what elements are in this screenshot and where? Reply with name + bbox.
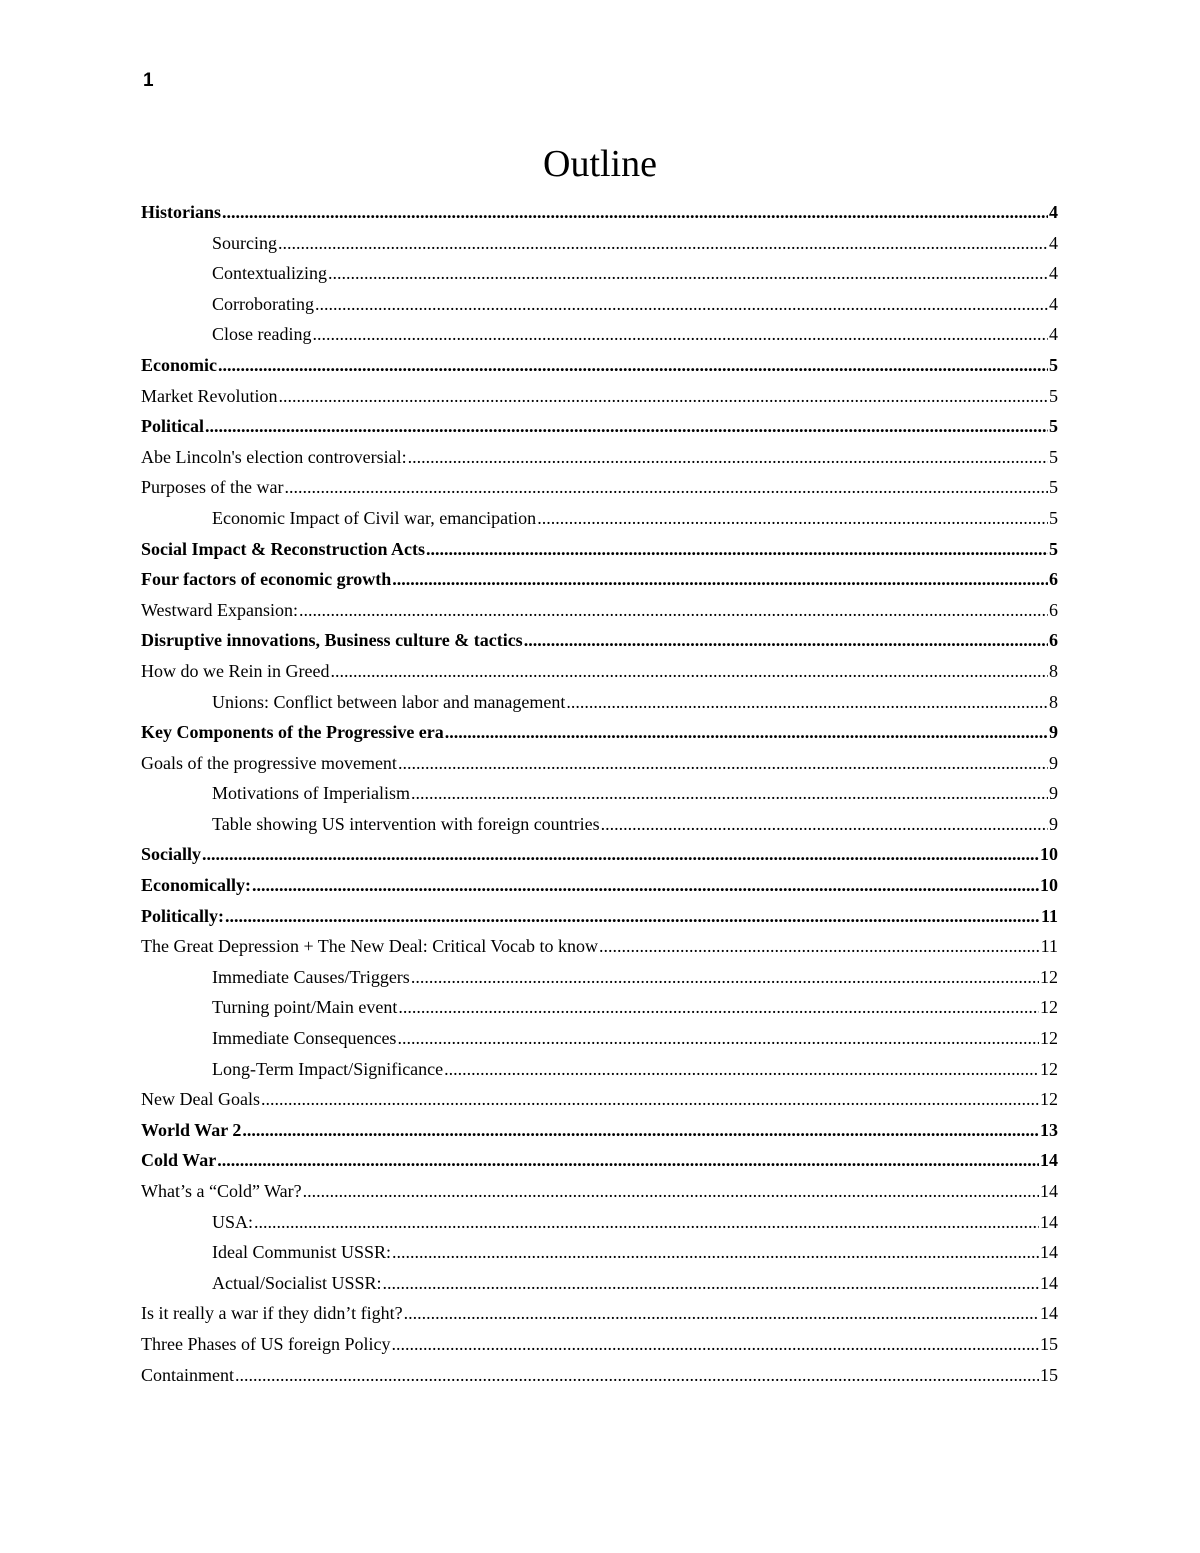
toc-entry-label: Politically: bbox=[141, 905, 224, 926]
toc-dot-leader bbox=[217, 1145, 1039, 1176]
toc-dot-leader bbox=[601, 809, 1048, 840]
toc-dot-leader bbox=[566, 687, 1048, 718]
toc-entry-label: Historians bbox=[141, 202, 222, 222]
toc-entry-label: Is it really a war if they didn’t fight? bbox=[141, 1303, 403, 1324]
toc-entry[interactable] bbox=[141, 717, 1058, 748]
toc-entry[interactable] bbox=[141, 870, 1058, 901]
toc-entry-label: Cold War bbox=[141, 1150, 217, 1171]
toc-dot-leader bbox=[312, 319, 1048, 350]
toc-entry-page: 12 bbox=[1040, 997, 1058, 1018]
table-of-contents bbox=[141, 197, 1058, 1390]
toc-entry-label: Containment bbox=[141, 1364, 234, 1385]
toc-entry-label: Disruptive innovations, Business culture & tactics bbox=[141, 630, 523, 651]
toc-entry-label: Four factors of economic growth bbox=[141, 569, 392, 590]
toc-entry[interactable] bbox=[141, 1176, 1058, 1207]
toc-entry-label: Socially bbox=[141, 844, 202, 865]
toc-entry[interactable] bbox=[141, 595, 1058, 626]
toc-entry-label: Table showing US intervention with foreign countries bbox=[212, 813, 600, 834]
toc-entry[interactable] bbox=[141, 778, 1058, 809]
toc-entry-page: 12 bbox=[1040, 1028, 1058, 1049]
toc-entry[interactable] bbox=[141, 656, 1058, 687]
toc-dot-leader bbox=[252, 870, 1039, 901]
toc-entry-page: 4 bbox=[1049, 202, 1058, 222]
toc-dot-leader bbox=[303, 1176, 1039, 1207]
toc-entry[interactable] bbox=[141, 197, 1058, 228]
toc-entry-label: Abe Lincoln's election controversial: bbox=[141, 446, 407, 467]
toc-entry[interactable] bbox=[141, 839, 1058, 870]
toc-entry[interactable] bbox=[141, 625, 1058, 656]
toc-entry-page: 10 bbox=[1040, 875, 1058, 896]
toc-entry-label: Economic Impact of Civil war, emancipation bbox=[212, 507, 537, 528]
toc-entry-label: Contextualizing bbox=[212, 263, 327, 284]
toc-entry-page: 4 bbox=[1049, 293, 1058, 314]
toc-entry-page: 4 bbox=[1049, 232, 1058, 253]
toc-entry-label: World War 2 bbox=[141, 1119, 242, 1140]
toc-entry-page: 6 bbox=[1049, 599, 1058, 620]
toc-dot-leader bbox=[242, 1115, 1039, 1146]
toc-entry-page: 6 bbox=[1049, 569, 1058, 590]
toc-entry-page: 14 bbox=[1040, 1181, 1058, 1201]
toc-entry[interactable] bbox=[141, 289, 1058, 320]
toc-dot-leader bbox=[278, 228, 1048, 259]
toc-dot-leader bbox=[202, 839, 1039, 870]
toc-entry[interactable] bbox=[141, 350, 1058, 381]
toc-entry-label: Close reading bbox=[212, 324, 312, 345]
toc-entry-page: 5 bbox=[1049, 477, 1058, 498]
toc-dot-leader bbox=[537, 503, 1048, 534]
toc-entry-label: Corroborating bbox=[212, 293, 314, 314]
toc-dot-leader bbox=[445, 717, 1048, 748]
toc-entry-page: 15 bbox=[1040, 1333, 1058, 1354]
toc-entry[interactable] bbox=[141, 1207, 1058, 1238]
toc-entry-page: 8 bbox=[1049, 660, 1058, 681]
toc-entry[interactable] bbox=[141, 1237, 1058, 1268]
toc-entry-label: The Great Depression + The New Deal: Critical Vocab to know bbox=[141, 936, 599, 957]
toc-dot-leader bbox=[404, 1298, 1039, 1329]
toc-entry-page: 8 bbox=[1049, 691, 1058, 712]
toc-dot-leader bbox=[398, 992, 1039, 1023]
toc-entry[interactable] bbox=[141, 1360, 1058, 1391]
toc-entry-page: 10 bbox=[1040, 844, 1058, 865]
toc-dot-leader bbox=[398, 748, 1048, 779]
toc-dot-leader bbox=[278, 381, 1048, 412]
toc-entry-page: 12 bbox=[1040, 966, 1058, 987]
toc-entry[interactable] bbox=[141, 258, 1058, 289]
toc-dot-leader bbox=[444, 1054, 1039, 1085]
toc-entry-label: Three Phases of US foreign Policy bbox=[141, 1333, 391, 1354]
toc-dot-leader bbox=[261, 1084, 1039, 1115]
toc-entry-label: Goals of the progressive movement bbox=[141, 752, 397, 773]
toc-entry-label: USA: bbox=[212, 1211, 254, 1232]
toc-entry[interactable] bbox=[141, 748, 1058, 779]
toc-entry-label: Immediate Causes/Triggers bbox=[212, 966, 410, 987]
toc-entry[interactable] bbox=[141, 1145, 1058, 1176]
toc-dot-leader bbox=[397, 1023, 1039, 1054]
toc-entry-page: 14 bbox=[1040, 1211, 1058, 1232]
toc-dot-leader bbox=[411, 962, 1039, 993]
toc-entry-label: Economic bbox=[141, 354, 217, 375]
toc-entry-label: Motivations of Imperialism bbox=[212, 783, 410, 804]
toc-entry-label: Ideal Communist USSR: bbox=[212, 1242, 392, 1263]
toc-dot-leader bbox=[218, 350, 1048, 381]
toc-dot-leader bbox=[392, 1237, 1039, 1268]
toc-dot-leader bbox=[330, 656, 1048, 687]
toc-entry-page: 12 bbox=[1040, 1089, 1058, 1110]
toc-entry-label: Turning point/Main event bbox=[212, 997, 398, 1018]
toc-dot-leader bbox=[383, 1268, 1039, 1299]
page-number: 1 bbox=[143, 70, 154, 91]
toc-dot-leader bbox=[222, 197, 1048, 228]
toc-dot-leader bbox=[205, 411, 1048, 442]
toc-entry-page: 15 bbox=[1040, 1364, 1058, 1385]
toc-entry[interactable] bbox=[141, 228, 1058, 259]
toc-dot-leader bbox=[408, 442, 1048, 473]
toc-entry-label: Key Components of the Progressive era bbox=[141, 722, 444, 743]
toc-entry[interactable] bbox=[141, 809, 1058, 840]
toc-entry-label: Social Impact & Reconstruction Acts bbox=[141, 538, 425, 559]
toc-entry-label: Political bbox=[141, 416, 204, 437]
toc-entry-label: Actual/Socialist USSR: bbox=[212, 1272, 382, 1293]
toc-entry[interactable] bbox=[141, 564, 1058, 595]
toc-entry-page: 14 bbox=[1040, 1242, 1058, 1263]
toc-dot-leader bbox=[225, 901, 1040, 932]
toc-entry[interactable] bbox=[141, 992, 1058, 1023]
toc-entry-label: Long-Term Impact/Significance bbox=[212, 1058, 444, 1079]
toc-entry-page: 11 bbox=[1040, 936, 1058, 957]
toc-entry-page: 14 bbox=[1040, 1150, 1058, 1171]
toc-entry-label: Unions: Conflict between labor and management bbox=[212, 691, 566, 712]
toc-dot-leader bbox=[426, 534, 1048, 565]
page-title: Outline bbox=[543, 143, 657, 185]
toc-entry-page: 11 bbox=[1040, 905, 1058, 926]
toc-entry[interactable] bbox=[141, 442, 1058, 473]
toc-entry-page: 14 bbox=[1040, 1303, 1058, 1324]
toc-entry-page: 5 bbox=[1049, 385, 1058, 406]
toc-entry[interactable] bbox=[141, 1115, 1058, 1146]
toc-dot-leader bbox=[392, 564, 1048, 595]
toc-entry-page: 6 bbox=[1049, 630, 1058, 651]
toc-dot-leader bbox=[599, 931, 1040, 962]
toc-entry[interactable] bbox=[141, 534, 1058, 565]
toc-entry[interactable] bbox=[141, 1298, 1058, 1329]
toc-entry[interactable] bbox=[141, 1054, 1058, 1085]
toc-entry-page: 4 bbox=[1049, 263, 1058, 284]
toc-entry-page: 5 bbox=[1049, 354, 1058, 375]
toc-entry-page: 12 bbox=[1040, 1058, 1058, 1079]
toc-dot-leader bbox=[391, 1329, 1039, 1360]
toc-entry-label: Westward Expansion: bbox=[141, 599, 299, 620]
toc-entry-page: 5 bbox=[1049, 507, 1058, 528]
toc-entry-page: 13 bbox=[1040, 1119, 1058, 1140]
toc-entry-label: How do we Rein in Greed bbox=[141, 660, 330, 681]
toc-entry[interactable] bbox=[141, 931, 1058, 962]
toc-dot-leader bbox=[524, 625, 1048, 656]
toc-dot-leader bbox=[299, 595, 1048, 626]
toc-entry-label: What’s a “Cold” War? bbox=[141, 1181, 302, 1201]
toc-entry[interactable] bbox=[141, 962, 1058, 993]
toc-entry-page: 5 bbox=[1049, 416, 1058, 437]
toc-entry[interactable] bbox=[141, 1329, 1058, 1360]
toc-entry-page: 9 bbox=[1049, 813, 1058, 834]
toc-entry[interactable] bbox=[141, 1084, 1058, 1115]
toc-entry-page: 9 bbox=[1049, 722, 1058, 743]
toc-entry[interactable] bbox=[141, 319, 1058, 350]
toc-dot-leader bbox=[254, 1207, 1039, 1238]
toc-dot-leader bbox=[284, 472, 1048, 503]
toc-entry[interactable] bbox=[141, 1268, 1058, 1299]
toc-dot-leader bbox=[315, 289, 1048, 320]
toc-entry-page: 5 bbox=[1049, 538, 1058, 559]
toc-dot-leader bbox=[411, 778, 1048, 809]
toc-entry-page: 9 bbox=[1049, 752, 1058, 773]
toc-entry[interactable] bbox=[141, 472, 1058, 503]
toc-entry-page: 4 bbox=[1049, 324, 1058, 345]
toc-dot-leader bbox=[328, 258, 1048, 289]
toc-entry-page: 5 bbox=[1049, 446, 1058, 467]
toc-entry[interactable] bbox=[141, 901, 1058, 932]
toc-entry-label: Sourcing bbox=[212, 232, 277, 253]
toc-entry[interactable] bbox=[141, 687, 1058, 718]
toc-entry-label: Economically: bbox=[141, 875, 251, 896]
toc-entry[interactable] bbox=[141, 503, 1058, 534]
toc-entry-label: New Deal Goals bbox=[141, 1089, 260, 1110]
toc-entry-label: Immediate Consequences bbox=[212, 1028, 397, 1049]
toc-entry-page: 14 bbox=[1040, 1272, 1058, 1293]
toc-dot-leader bbox=[235, 1360, 1039, 1391]
toc-entry-label: Purposes of the war bbox=[141, 477, 284, 498]
toc-entry-label: Market Revolution bbox=[141, 385, 278, 406]
toc-entry[interactable] bbox=[141, 1023, 1058, 1054]
toc-entry-page: 9 bbox=[1049, 783, 1058, 804]
toc-entry[interactable] bbox=[141, 381, 1058, 412]
toc-entry[interactable] bbox=[141, 411, 1058, 442]
